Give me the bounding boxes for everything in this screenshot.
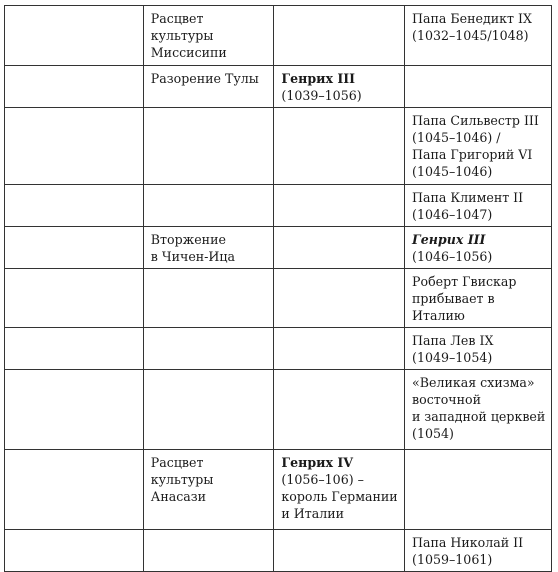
table-cell: Расцвет культуры Миссисипи (143, 6, 274, 66)
ruler-years: (1046–1056) (412, 249, 493, 264)
table-cell: Вторжение в Чичен-Ица (143, 227, 274, 269)
table-cell (274, 328, 405, 370)
table-cell (5, 108, 144, 185)
table-cell (143, 328, 274, 370)
table-cell (274, 370, 405, 450)
table-cell: «Великая схизма» восточной и западной церквей (1054) (405, 370, 552, 450)
table-cell: Расцвет культуры Анасази (143, 450, 274, 530)
table-row (5, 450, 552, 530)
table-row (5, 370, 552, 450)
ruler-name: Генрих III (412, 232, 486, 247)
table-cell (274, 185, 405, 227)
table-cell (5, 185, 144, 227)
table-row (5, 6, 552, 66)
table-cell (405, 450, 552, 530)
table-cell: Папа Сильвестр III (1045–1046) / Папа Григорий VI (1045–1046) (405, 108, 552, 185)
table-cell (274, 530, 405, 572)
table-cell: Папа Климент II (1046–1047) (405, 185, 552, 227)
ruler-years: (1056–106) – король Германии и Италии (281, 472, 398, 521)
table-cell (274, 6, 405, 66)
table-cell: Папа Лев IX (1049–1054) (405, 328, 552, 370)
table-cell (274, 108, 405, 185)
table-row (5, 108, 552, 185)
table-cell (143, 370, 274, 450)
table-row (5, 66, 552, 108)
table-row (5, 530, 552, 572)
table-cell (5, 328, 144, 370)
table-cell (143, 530, 274, 572)
table-cell (5, 269, 144, 328)
table-cell: Разорение Тулы (143, 66, 274, 108)
table-cell (5, 6, 144, 66)
chronology-table (4, 5, 552, 572)
table-cell: Папа Бенедикт IX (1032–1045/1048) (405, 6, 552, 66)
table-row (5, 328, 552, 370)
table-cell (143, 185, 274, 227)
table-row (5, 185, 552, 227)
table-row (5, 269, 552, 328)
table-cell (5, 370, 144, 450)
table-cell (405, 66, 552, 108)
ruler-years: (1039–1056) (281, 88, 362, 103)
table-cell (143, 269, 274, 328)
table-cell (5, 450, 144, 530)
table-cell: Папа Николай II (1059–1061) (405, 530, 552, 572)
table-cell (5, 530, 144, 572)
table-row (5, 227, 552, 269)
ruler-name: Генрих IV (281, 455, 354, 470)
ruler-name: Генрих III (281, 71, 356, 86)
table-cell (274, 450, 405, 530)
table-cell (274, 66, 405, 108)
table-cell (143, 108, 274, 185)
table-cell (5, 227, 144, 269)
table-cell (405, 227, 552, 269)
table-cell (5, 66, 144, 108)
table-cell: Роберт Гвискар прибывает в Италию (405, 269, 552, 328)
table-cell (274, 227, 405, 269)
table-cell (274, 269, 405, 328)
